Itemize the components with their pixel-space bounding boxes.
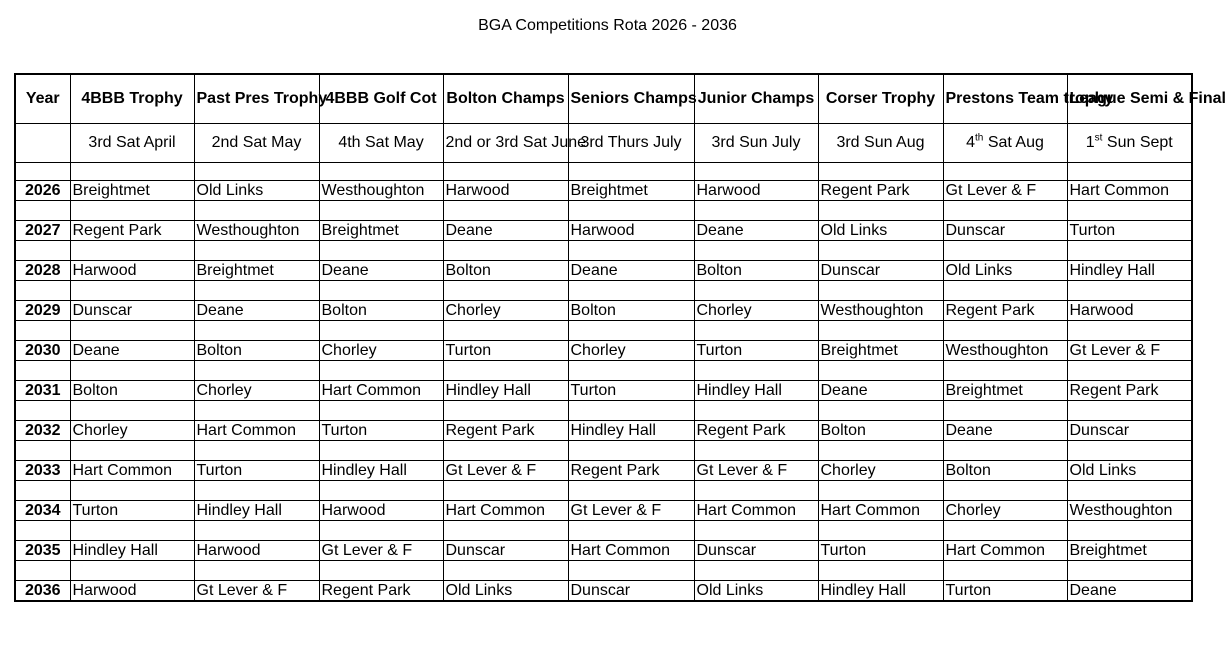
club-cell: Harwood — [1067, 301, 1192, 321]
schedule-cell: 4th Sat May — [319, 124, 443, 163]
club-cell: Hindley Hall — [1067, 261, 1192, 281]
club-cell: Regent Park — [943, 301, 1067, 321]
club-cell: Old Links — [694, 581, 818, 602]
table-row — [15, 341, 1192, 361]
table-row — [15, 461, 1192, 481]
year-cell: 2030 — [15, 341, 70, 361]
club-cell: Chorley — [943, 501, 1067, 521]
year-cell: 2035 — [15, 541, 70, 561]
club-cell: Old Links — [1067, 461, 1192, 481]
club-cell: Harwood — [568, 221, 694, 241]
spacer-row — [15, 481, 1192, 501]
club-cell: Harwood — [443, 181, 568, 201]
club-cell: Turton — [818, 541, 943, 561]
column-header: Year — [15, 74, 70, 124]
header-row — [15, 74, 1192, 124]
schedule-cell — [15, 124, 70, 163]
spacer-row — [15, 241, 1192, 261]
year-cell: 2036 — [15, 581, 70, 602]
schedule-cell: 3rd Thurs July — [568, 124, 694, 163]
spacer-row — [15, 521, 1192, 541]
schedule-cell: 4th Sat Aug — [943, 124, 1067, 163]
club-cell: Bolton — [443, 261, 568, 281]
club-cell: Chorley — [319, 341, 443, 361]
club-cell: Westhoughton — [943, 341, 1067, 361]
club-cell: Gt Lever & F — [568, 501, 694, 521]
table-row — [15, 581, 1192, 602]
club-cell: Deane — [943, 421, 1067, 441]
club-cell: Deane — [70, 341, 194, 361]
club-cell: Regent Park — [1067, 381, 1192, 401]
club-cell: Hart Common — [568, 541, 694, 561]
column-header: Seniors Champs — [568, 74, 694, 124]
year-cell: 2029 — [15, 301, 70, 321]
club-cell: Turton — [443, 341, 568, 361]
club-cell: Hart Common — [443, 501, 568, 521]
club-cell: Deane — [694, 221, 818, 241]
club-cell: Bolton — [568, 301, 694, 321]
schedule-cell: 2nd Sat May — [194, 124, 319, 163]
table-row — [15, 181, 1192, 201]
club-cell: Hindley Hall — [818, 581, 943, 602]
club-cell: Harwood — [70, 581, 194, 602]
club-cell: Dunscar — [694, 541, 818, 561]
club-cell: Hart Common — [694, 501, 818, 521]
schedule-cell: 1st Sun Sept — [1067, 124, 1192, 163]
club-cell: Harwood — [319, 501, 443, 521]
club-cell: Dunscar — [70, 301, 194, 321]
column-header: Past Pres Trophy — [194, 74, 319, 124]
schedule-cell: 3rd Sat April — [70, 124, 194, 163]
spacer-row — [15, 361, 1192, 381]
club-cell: Breightmet — [568, 181, 694, 201]
club-cell: Old Links — [194, 181, 319, 201]
column-header: 4BBB Trophy — [70, 74, 194, 124]
club-cell: Old Links — [943, 261, 1067, 281]
club-cell: Breightmet — [319, 221, 443, 241]
club-cell: Turton — [943, 581, 1067, 602]
club-cell: Hart Common — [818, 501, 943, 521]
spacer-row — [15, 561, 1192, 581]
club-cell: Turton — [194, 461, 319, 481]
club-cell: Hart Common — [943, 541, 1067, 561]
spacer-row — [15, 401, 1192, 421]
club-cell: Turton — [70, 501, 194, 521]
document-title: BGA Competitions Rota 2026 - 2036 — [478, 17, 737, 34]
club-cell: Deane — [319, 261, 443, 281]
club-cell: Breightmet — [1067, 541, 1192, 561]
year-cell: 2027 — [15, 221, 70, 241]
club-cell: Gt Lever & F — [443, 461, 568, 481]
club-cell: Chorley — [443, 301, 568, 321]
club-cell: Dunscar — [568, 581, 694, 602]
club-cell: Dunscar — [1067, 421, 1192, 441]
column-header: Prestons Team trophy — [943, 74, 1067, 124]
club-cell: Turton — [319, 421, 443, 441]
club-cell: Regent Park — [319, 581, 443, 602]
table-row — [15, 261, 1192, 281]
table-row — [15, 421, 1192, 441]
competitions-rota-table — [14, 73, 1226, 602]
club-cell: Hindley Hall — [443, 381, 568, 401]
club-cell: Deane — [818, 381, 943, 401]
club-cell: Dunscar — [443, 541, 568, 561]
club-cell: Chorley — [694, 301, 818, 321]
club-cell: Chorley — [70, 421, 194, 441]
table-row — [15, 221, 1192, 241]
club-cell: Harwood — [694, 181, 818, 201]
club-cell: Dunscar — [818, 261, 943, 281]
club-cell: Westhoughton — [1067, 501, 1192, 521]
club-cell: Bolton — [319, 301, 443, 321]
table-row — [15, 501, 1192, 521]
club-cell: Regent Park — [568, 461, 694, 481]
club-cell: Hart Common — [1067, 181, 1192, 201]
rota-body — [15, 74, 1226, 601]
column-header: Bolton Champs — [443, 74, 568, 124]
club-cell: Deane — [443, 221, 568, 241]
club-cell: Gt Lever & F — [694, 461, 818, 481]
club-cell: Hindley Hall — [694, 381, 818, 401]
spacer-row — [15, 321, 1192, 341]
table-row — [15, 301, 1192, 321]
club-cell: Hindley Hall — [70, 541, 194, 561]
column-header: 4BBB Golf Cot — [319, 74, 443, 124]
schedule-cell: 2nd or 3rd Sat June — [443, 124, 568, 163]
club-cell: Bolton — [194, 341, 319, 361]
club-cell: Regent Park — [70, 221, 194, 241]
club-cell: Breightmet — [70, 181, 194, 201]
year-cell: 2032 — [15, 421, 70, 441]
spacer-row — [15, 281, 1192, 301]
club-cell: Hart Common — [70, 461, 194, 481]
club-cell: Hindley Hall — [568, 421, 694, 441]
club-cell: Regent Park — [694, 421, 818, 441]
club-cell: Harwood — [194, 541, 319, 561]
club-cell: Deane — [194, 301, 319, 321]
club-cell: Chorley — [568, 341, 694, 361]
club-cell: Breightmet — [943, 381, 1067, 401]
club-cell: Hart Common — [194, 421, 319, 441]
club-cell: Regent Park — [443, 421, 568, 441]
club-cell: Deane — [568, 261, 694, 281]
club-cell: Deane — [1067, 581, 1192, 602]
club-cell: Old Links — [443, 581, 568, 602]
club-cell: Gt Lever & F — [319, 541, 443, 561]
club-cell: Harwood — [70, 261, 194, 281]
year-cell: 2033 — [15, 461, 70, 481]
table-row — [15, 381, 1192, 401]
table-row — [15, 541, 1192, 561]
year-cell: 2034 — [15, 501, 70, 521]
club-cell: Bolton — [943, 461, 1067, 481]
schedule-cell: 3rd Sun July — [694, 124, 818, 163]
spacer-row — [15, 201, 1192, 221]
club-cell: Breightmet — [194, 261, 319, 281]
club-cell: Chorley — [818, 461, 943, 481]
club-cell: Hart Common — [319, 381, 443, 401]
club-cell: Westhoughton — [818, 301, 943, 321]
club-cell: Turton — [568, 381, 694, 401]
year-cell: 2031 — [15, 381, 70, 401]
column-header: League Semi & Final — [1067, 74, 1192, 124]
club-cell: Westhoughton — [319, 181, 443, 201]
schedule-row — [15, 124, 1192, 163]
year-cell: 2026 — [15, 181, 70, 201]
year-cell: 2028 — [15, 261, 70, 281]
club-cell: Hindley Hall — [319, 461, 443, 481]
spacer-row — [15, 441, 1192, 461]
club-cell: Dunscar — [943, 221, 1067, 241]
club-cell: Gt Lever & F — [1067, 341, 1192, 361]
club-cell: Bolton — [70, 381, 194, 401]
column-header: Corser Trophy — [818, 74, 943, 124]
club-cell: Breightmet — [818, 341, 943, 361]
club-cell: Regent Park — [818, 181, 943, 201]
club-cell: Westhoughton — [194, 221, 319, 241]
gap-row — [15, 163, 1192, 181]
club-cell: Bolton — [818, 421, 943, 441]
club-cell: Chorley — [194, 381, 319, 401]
club-cell: Bolton — [694, 261, 818, 281]
club-cell: Gt Lever & F — [943, 181, 1067, 201]
schedule-cell: 3rd Sun Aug — [818, 124, 943, 163]
club-cell: Old Links — [818, 221, 943, 241]
club-cell: Gt Lever & F — [194, 581, 319, 602]
club-cell: Turton — [694, 341, 818, 361]
column-header: Junior Champs — [694, 74, 818, 124]
club-cell: Hindley Hall — [194, 501, 319, 521]
club-cell: Turton — [1067, 221, 1192, 241]
